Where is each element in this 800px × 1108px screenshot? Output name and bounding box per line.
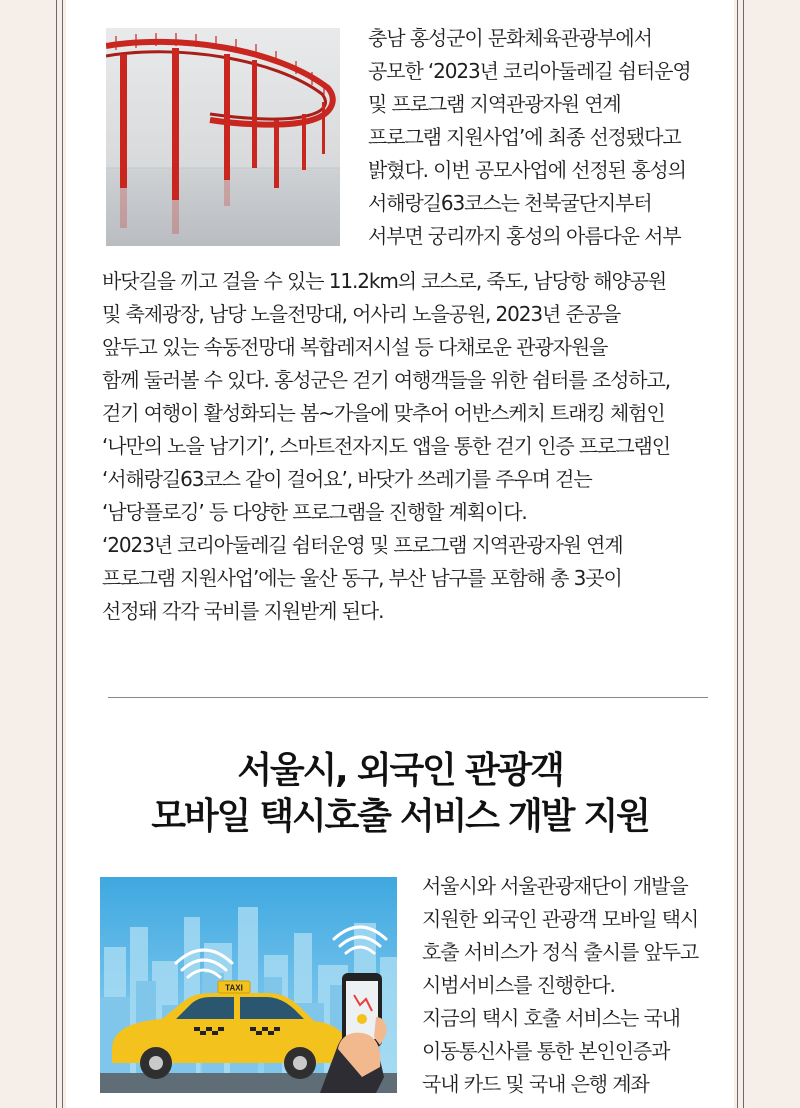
article1-line: 공모한 ‘2023년 코리아둘레길 쉼터운영 — [368, 59, 691, 83]
frame-line-right-outer — [743, 0, 744, 1108]
article1-line: ‘나만의 노을 남기기’, 스마트전자지도 앱을 통한 걷기 인증 프로그램인 — [102, 434, 670, 458]
article1-line: 밝혔다. 이번 공모사업에 선정된 홍성의 — [368, 158, 686, 182]
article2-line: 이동통신사를 통한 본인인증과 — [422, 1039, 670, 1063]
sea-bridge-image — [106, 28, 340, 246]
frame-line-left-outer — [56, 0, 57, 1108]
article1-line: 서부면 궁리까지 홍성의 아름다운 서부 — [368, 224, 681, 248]
frame-line-right-inner — [737, 0, 738, 1108]
article2-right-column — [422, 870, 698, 1101]
article1-line: 및 축제광장, 남당 노을전망대, 어사리 노을공원, 2023년 준공을 — [102, 302, 621, 326]
frame-line-left-inner — [62, 0, 63, 1108]
headline-line-2: 모바일 택시호출 서비스 개발 지원 — [151, 796, 649, 837]
article2-line: 지원한 외국인 관광객 모바일 택시 — [422, 907, 699, 931]
taxi-sign-text: TAXI — [225, 983, 243, 993]
article1-line: 프로그램 지원사업’에는 울산 동구, 부산 남구를 포함해 총 3곳이 — [102, 566, 622, 590]
article1-line: 충남 홍성군이 문화체육관광부에서 — [368, 26, 652, 50]
article-divider — [108, 697, 708, 698]
newsletter-page — [66, 0, 734, 1108]
taxi-app-image — [100, 877, 397, 1093]
article1-line: 및 프로그램 지역관광자원 연계 — [368, 92, 621, 116]
article1-line: 걷기 여행이 활성화되는 봄~가을에 맞추어 어반스케치 트래킹 체험인 — [102, 401, 665, 425]
article1-line: ‘남당플로깅’ 등 다양한 프로그램을 진행할 계획이다. — [102, 500, 527, 524]
article2-line: 서울시와 서울관광재단이 개발을 — [422, 874, 688, 898]
article1-line: 프로그램 지원사업’에 최종 선정됐다고 — [368, 125, 681, 149]
article2-line: 호출 서비스가 정식 출시를 앞두고 — [422, 940, 699, 964]
headline-line-1: 서울시, 외국인 관광객 — [237, 750, 563, 791]
article1-line: 서해랑길63코스는 천북굴단지부터 — [368, 191, 652, 215]
article1-line: 선정돼 각각 국비를 지원받게 된다. — [102, 599, 384, 623]
sea-bridge-illustration — [106, 28, 340, 246]
article2-line: 국내 카드 및 국내 은행 계좌 — [422, 1072, 649, 1096]
article2-line: 시범서비스를 진행한다. — [422, 973, 615, 997]
article1-line: 앞두고 있는 속동전망대 복합레저시설 등 다채로운 관광자원을 — [102, 335, 608, 359]
taxi-app-illustration — [100, 877, 397, 1093]
article1-line: 바닷길을 끼고 걸을 수 있는 11.2km의 코스로, 죽도, 남당항 해양공원 — [102, 269, 667, 293]
article1-right-column — [368, 22, 691, 253]
article1-line: ‘2023년 코리아둘레길 쉼터운영 및 프로그램 지역관광자원 연계 — [102, 533, 623, 557]
article2-headline — [66, 748, 734, 840]
article2-line: 지금의 택시 호출 서비스는 국내 — [422, 1006, 680, 1030]
article1-line: 함께 둘러볼 수 있다. 홍성군은 걷기 여행객들을 위한 쉼터를 조성하고, — [102, 368, 670, 392]
article1-full-column — [102, 265, 670, 628]
article1-line: ‘서해랑길63코스 같이 걸어요’, 바닷가 쓰레기를 주우며 걷는 — [102, 467, 592, 491]
